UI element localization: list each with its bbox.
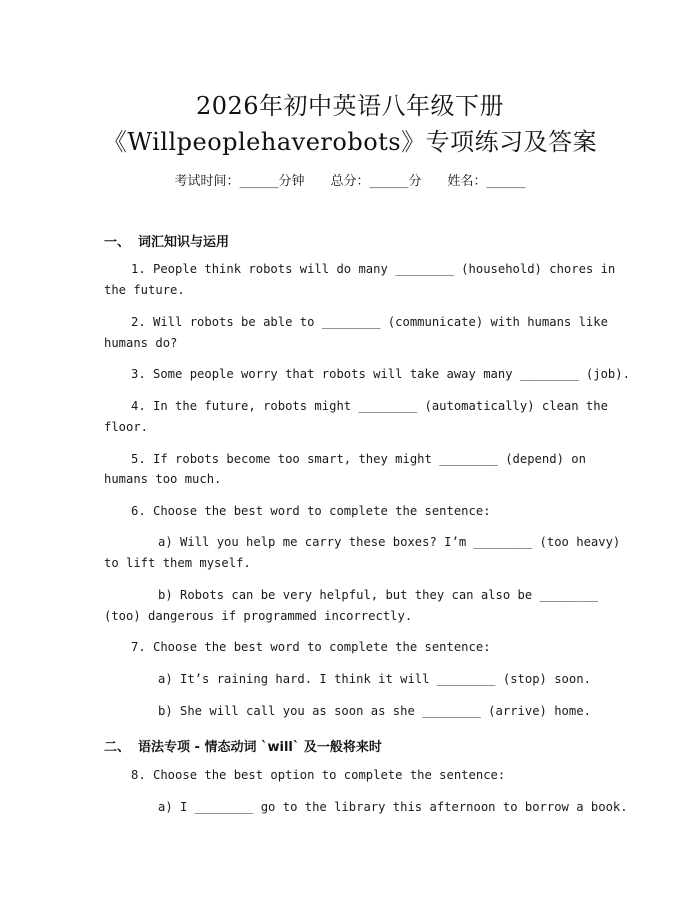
question-6b-continued: (too) dangerous if programmed incorrectly. bbox=[104, 609, 413, 623]
question-8a: a) I ________ go to the library this afternoon to borrow a book. bbox=[158, 800, 628, 814]
question-6b: b) Robots can be very helpful, but they can also be ________ bbox=[158, 588, 599, 602]
question-7b: b) She will call you as soon as she ________ (arrive) home. bbox=[158, 704, 591, 718]
question-7: 7. Choose the best word to complete the sentence: bbox=[131, 640, 491, 654]
question-7a: a) It’s raining hard. I think it will ________ (stop) soon. bbox=[158, 672, 591, 686]
section-title: 词汇知识与运用 bbox=[138, 235, 230, 250]
section-number: 一、 bbox=[104, 235, 131, 250]
question-6: 6. Choose the best word to complete the sentence: bbox=[131, 504, 491, 518]
exam-info bbox=[0, 170, 700, 189]
question-6a: a) Will you help me carry these boxes? I’m ________ (too heavy) bbox=[158, 535, 621, 549]
section-heading-2 bbox=[104, 736, 382, 755]
question-4-continued: floor. bbox=[104, 420, 149, 434]
question-4: 4. In the future, robots might ________ (automatically) clean the bbox=[131, 399, 608, 413]
exam-student-name: 姓名：______ bbox=[447, 174, 526, 189]
question-5: 5. If robots become too smart, they might ________ (depend) on bbox=[131, 452, 586, 466]
question-1: 1. People think robots will do many ________ (household) chores in bbox=[131, 262, 616, 276]
question-2: 2. Will robots be able to ________ (communicate) with humans like bbox=[131, 315, 608, 329]
exam-total-score: 总分：______分 bbox=[330, 174, 422, 189]
section-title: 语法专项 - 情态动词 `will` 及一般将来时 bbox=[138, 740, 382, 755]
exam-time: 考试时间：______分钟 bbox=[174, 174, 305, 189]
question-8: 8. Choose the best option to complete the sentence: bbox=[131, 768, 506, 782]
question-6a-continued: to lift them myself. bbox=[104, 556, 251, 570]
question-3: 3. Some people worry that robots will take away many ________ (job). bbox=[131, 367, 630, 381]
document-title-line-1: 2026年初中英语八年级下册 bbox=[195, 92, 505, 120]
section-heading-1 bbox=[104, 231, 229, 250]
section-number: 二、 bbox=[104, 740, 131, 755]
question-5-continued: humans too much. bbox=[104, 472, 222, 486]
document-title-line-2: 《Willpeoplehaverobots》专项练习及答案 bbox=[102, 128, 598, 156]
question-1-continued: the future. bbox=[104, 283, 185, 297]
question-2-continued: humans do? bbox=[104, 336, 178, 350]
